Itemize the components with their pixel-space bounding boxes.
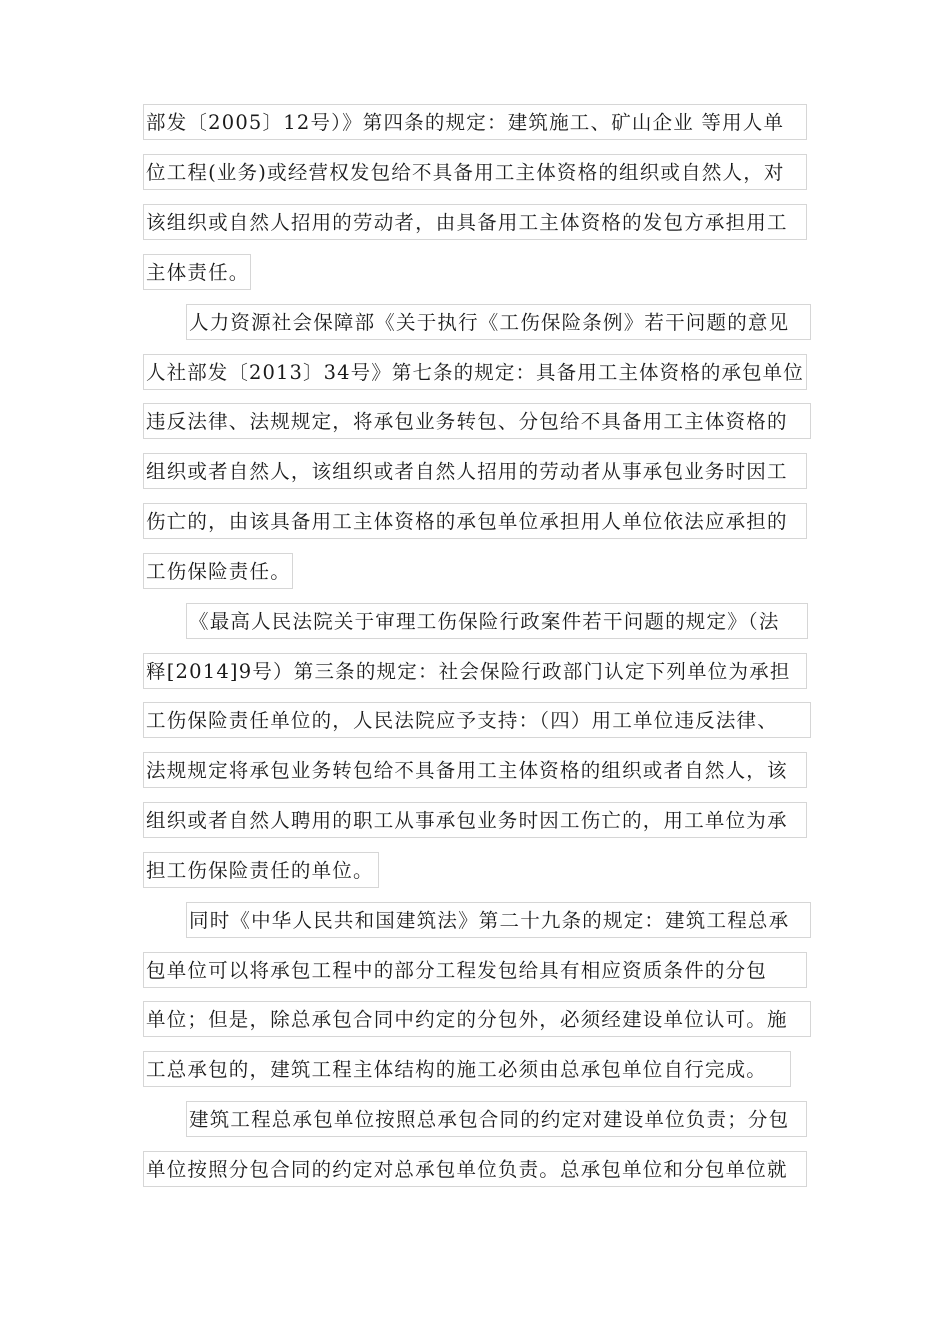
paragraph-2-line-6: 工伤保险责任。 <box>143 553 293 589</box>
paragraph-2-line-3: 违反法律、法规规定，将承包业务转包、分包给不具备用工主体资格的 <box>143 403 811 439</box>
paragraph-5-line-2: 单位按照分包合同的约定对总承包单位负责。总承包单位和分包单位就 <box>143 1151 807 1187</box>
paragraph-2-line-5: 伤亡的，由该具备用工主体资格的承包单位承担用人单位依法应承担的 <box>143 503 807 539</box>
paragraph-4-line-2: 包单位可以将承包工程中的部分工程发包给具有相应资质条件的分包 <box>143 952 807 988</box>
paragraph-1-line-3: 该组织或自然人招用的劳动者，由具备用工主体资格的发包方承担用工 <box>143 204 807 240</box>
paragraph-5-line-1: 建筑工程总承包单位按照总承包合同的约定对建设单位负责；分包 <box>186 1101 807 1137</box>
paragraph-4-line-1: 同时《中华人民共和国建筑法》第二十九条的规定：建筑工程总承 <box>186 902 811 938</box>
paragraph-1-line-1: 部发〔2005〕12号）》第四条的规定：建筑施工、矿山企业 等用人单 <box>143 104 807 140</box>
paragraph-2-line-4: 组织或者自然人，该组织或者自然人招用的劳动者从事承包业务时因工 <box>143 453 807 489</box>
paragraph-3-line-3: 工伤保险责任单位的，人民法院应予支持：（四）用工单位违反法律、 <box>143 702 811 738</box>
paragraph-4-line-3: 单位；但是，除总承包合同中约定的分包外，必须经建设单位认可。施 <box>143 1001 811 1037</box>
paragraph-3-line-6: 担工伤保险责任的单位。 <box>143 852 379 888</box>
paragraph-3-line-4: 法规规定将承包业务转包给不具备用工主体资格的组织或者自然人，该 <box>143 752 807 788</box>
paragraph-2-line-2: 人社部发〔2013〕34号》第七条的规定：具备用工主体资格的承包单位 <box>143 354 807 390</box>
paragraph-3-line-2: 释[2014]9号）第三条的规定：社会保险行政部门认定下列单位为承担 <box>143 653 807 689</box>
paragraph-2-line-1: 人力资源社会保障部《关于执行《工伤保险条例》若干问题的意见 <box>186 304 811 340</box>
paragraph-4-line-4: 工总承包的，建筑工程主体结构的施工必须由总承包单位自行完成。 <box>143 1051 791 1087</box>
paragraph-3-line-5: 组织或者自然人聘用的职工从事承包业务时因工伤亡的，用工单位为承 <box>143 802 807 838</box>
paragraph-1-line-4: 主体责任。 <box>143 254 251 290</box>
paragraph-1-line-2: 位工程(业务)或经营权发包给不具备用工主体资格的组织或自然人，对 <box>143 154 807 190</box>
paragraph-3-line-1: 《最高人民法院关于审理工伤保险行政案件若干问题的规定》（法 <box>186 603 808 639</box>
